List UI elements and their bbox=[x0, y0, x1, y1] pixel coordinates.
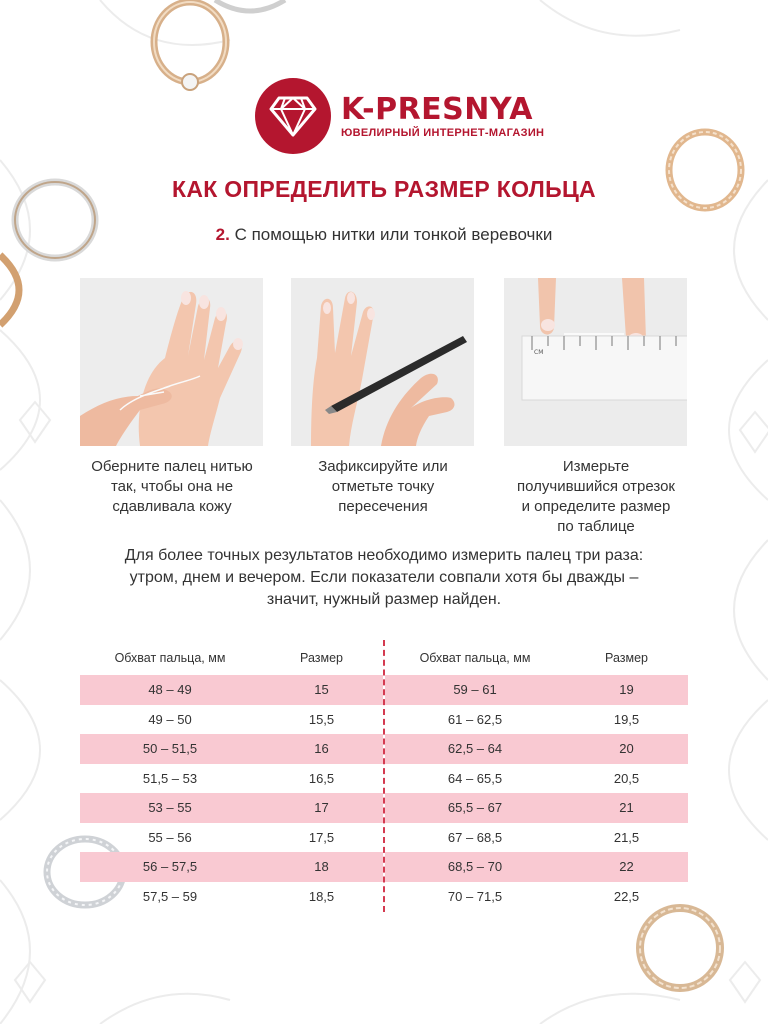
cell-size: 16 bbox=[314, 741, 329, 757]
page-title: КАК ОПРЕДЕЛИТЬ РАЗМЕР КОЛЬЦА bbox=[172, 176, 596, 202]
table-row bbox=[385, 823, 688, 853]
step-heading bbox=[0, 225, 768, 245]
cell-size: 16,5 bbox=[308, 770, 335, 786]
caption-line: сдавливала кожу bbox=[112, 498, 232, 515]
cell-size: 22 bbox=[619, 859, 634, 875]
cell-girth: 50 – 51,5 bbox=[142, 741, 198, 757]
caption-line: отметьте точку bbox=[331, 478, 435, 495]
ring-decoration-left-gold bbox=[0, 250, 40, 330]
cell-girth: 48 – 49 bbox=[148, 682, 192, 698]
table-header bbox=[80, 643, 383, 673]
diamond-logo-icon bbox=[255, 78, 331, 154]
caption-line: пересечения bbox=[338, 498, 428, 515]
table-header bbox=[385, 643, 688, 673]
caption-line: Оберните палец нитью bbox=[91, 458, 253, 475]
caption-line: Зафиксируйте или bbox=[318, 458, 448, 475]
cell-girth: 65,5 – 67 bbox=[447, 800, 503, 816]
ruler-unit-label: CM bbox=[534, 349, 544, 356]
step-number: 2. bbox=[215, 225, 230, 244]
cell-size: 20,5 bbox=[613, 770, 640, 786]
cell-size: 21 bbox=[619, 800, 634, 816]
brand-name: K-PRESNYA bbox=[341, 92, 533, 127]
caption-line: получившийся отрезок bbox=[517, 478, 675, 495]
table-row bbox=[385, 705, 688, 735]
cell-size: 17 bbox=[314, 800, 329, 816]
cell-girth: 49 – 50 bbox=[148, 711, 192, 727]
cell-size: 15 bbox=[314, 682, 329, 698]
size-table-right bbox=[385, 643, 688, 911]
table-row bbox=[80, 675, 383, 705]
table-row bbox=[80, 793, 383, 823]
ring-decoration-bottom-right-gold bbox=[628, 900, 728, 995]
note-line: утром, днем и вечером. Если показатели совпали хотя бы дважды – bbox=[129, 569, 639, 586]
caption-line: Измерьте bbox=[562, 458, 630, 475]
caption-line: и определите размер bbox=[521, 498, 671, 515]
table-row bbox=[385, 764, 688, 794]
cell-size: 20 bbox=[619, 741, 634, 757]
cell-size: 15,5 bbox=[308, 711, 335, 727]
cell-girth: 68,5 – 70 bbox=[447, 859, 503, 875]
brand-tagline: ЮВЕЛИРНЫЙ ИНТЕРНЕТ-МАГАЗИН bbox=[341, 127, 545, 139]
cell-girth: 55 – 56 bbox=[148, 829, 192, 845]
caption-step-2 bbox=[283, 457, 483, 517]
cell-girth: 53 – 55 bbox=[148, 800, 192, 816]
table-row bbox=[80, 734, 383, 764]
caption-line: по таблице bbox=[557, 518, 635, 535]
photo-measure-ruler bbox=[504, 278, 687, 446]
table-row bbox=[80, 823, 383, 853]
cell-girth: 70 – 71,5 bbox=[447, 888, 503, 904]
cell-girth: 51,5 – 53 bbox=[142, 770, 198, 786]
table-row bbox=[80, 852, 383, 882]
caption-line: так, чтобы она не bbox=[110, 478, 234, 495]
header-girth: Обхват пальца, мм bbox=[419, 651, 531, 665]
photo-mark-pen bbox=[291, 278, 474, 446]
brand-header bbox=[255, 78, 544, 154]
cell-girth: 59 – 61 bbox=[453, 682, 497, 698]
cell-size: 18 bbox=[314, 859, 329, 875]
note-line: значит, нужный размер найден. bbox=[266, 591, 502, 608]
table-row bbox=[385, 734, 688, 764]
cell-size: 18,5 bbox=[308, 888, 335, 904]
accuracy-note bbox=[80, 545, 688, 611]
cell-girth: 64 – 65,5 bbox=[447, 770, 503, 786]
table-row bbox=[80, 705, 383, 735]
cell-size: 21,5 bbox=[613, 829, 640, 845]
note-line: Для более точных результатов необходимо измерить палец три раза: bbox=[124, 547, 644, 564]
caption-step-3 bbox=[496, 457, 696, 537]
photo-wrap-thread bbox=[80, 278, 263, 446]
table-row bbox=[385, 675, 688, 705]
size-table-left bbox=[80, 643, 383, 911]
header-size: Размер bbox=[605, 651, 648, 665]
table-row bbox=[385, 882, 688, 912]
header-girth: Обхват пальца, мм bbox=[114, 651, 226, 665]
cell-size: 19 bbox=[619, 682, 634, 698]
table-row bbox=[385, 793, 688, 823]
cell-girth: 62,5 – 64 bbox=[447, 741, 503, 757]
cell-girth: 67 – 68,5 bbox=[447, 829, 503, 845]
ring-decoration-top-silver bbox=[210, 0, 290, 20]
step-text: С помощью нитки или тонкой веревочки bbox=[234, 225, 553, 244]
cell-size: 22,5 bbox=[613, 888, 640, 904]
cell-size: 19,5 bbox=[613, 711, 640, 727]
cell-girth: 57,5 – 59 bbox=[142, 888, 198, 904]
cell-girth: 56 – 57,5 bbox=[142, 859, 198, 875]
cell-size: 17,5 bbox=[308, 829, 335, 845]
table-row bbox=[385, 852, 688, 882]
table-row bbox=[80, 882, 383, 912]
caption-step-1 bbox=[72, 457, 272, 517]
table-row bbox=[80, 764, 383, 794]
cell-girth: 61 – 62,5 bbox=[447, 711, 503, 727]
header-size: Размер bbox=[300, 651, 343, 665]
